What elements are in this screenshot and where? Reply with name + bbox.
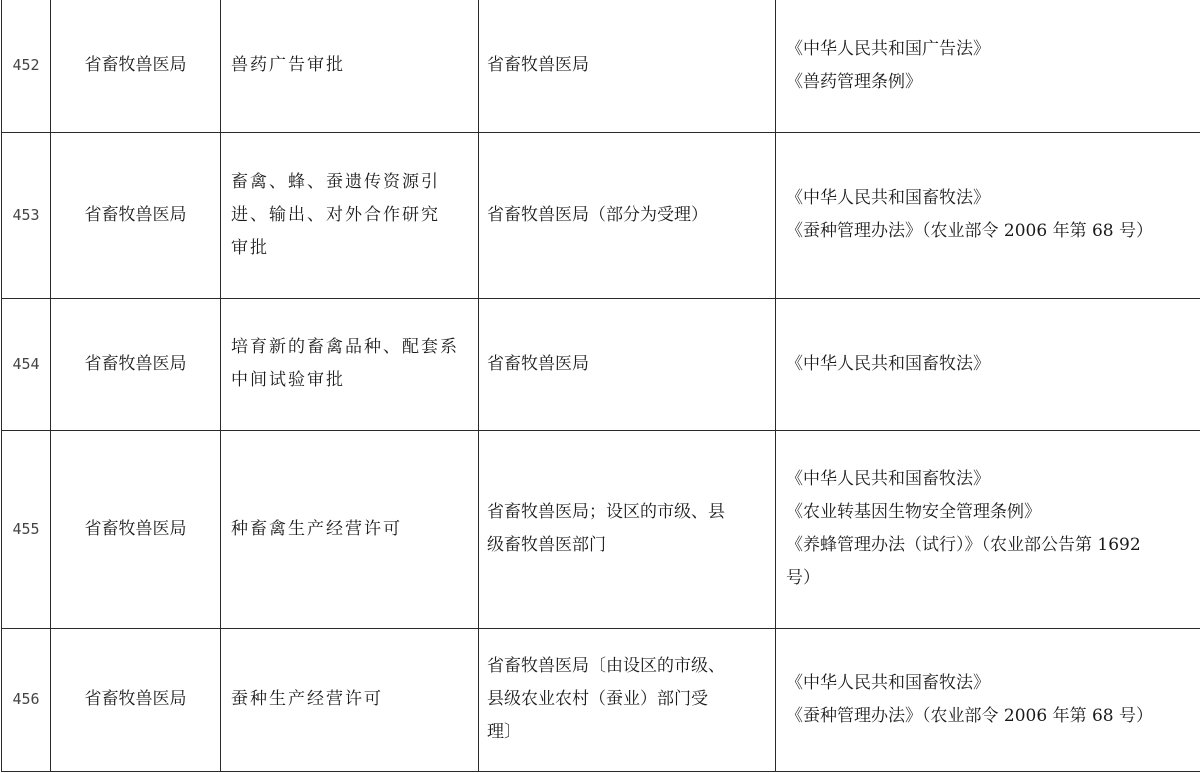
implementer-line: 省畜牧兽医局	[487, 55, 589, 76]
implementer-cell	[479, 628, 776, 771]
approval-items-table	[1, 0, 1200, 772]
item-line: 中间试验审批	[231, 370, 345, 390]
item-cell	[221, 628, 479, 771]
implementer-line: 省畜牧兽医局（部分为受理）	[487, 204, 708, 225]
item-cell	[221, 430, 479, 628]
item-cell	[221, 298, 479, 430]
legal-basis-line: 《养蜂管理办法（试行）》（农业部公告第 1692	[786, 535, 1141, 555]
implementer-line: 省畜牧兽医局；设区的市级、县	[487, 502, 725, 522]
legal-basis-line: 《中华人民共和国畜牧法》	[786, 188, 990, 208]
table-row	[2, 298, 1200, 430]
implementer-cell	[479, 298, 776, 430]
department-cell: 省畜牧兽医局	[51, 628, 221, 771]
table-row	[2, 0, 1200, 132]
row-number: 453	[2, 132, 51, 298]
implementer-cell	[479, 430, 776, 628]
item-line: 进、输出、对外合作研究	[231, 204, 440, 225]
row-number: 452	[2, 0, 51, 132]
legal-basis-cell	[776, 0, 1200, 132]
legal-basis-cell	[776, 628, 1200, 771]
department-cell: 省畜牧兽医局	[51, 132, 221, 298]
department-cell: 省畜牧兽医局	[51, 298, 221, 430]
legal-basis-line: 《蚕种管理办法》（农业部令 2006 年第 68 号）	[786, 705, 1154, 726]
item-line: 畜禽、蜂、蚕遗传资源引	[231, 171, 440, 192]
item-line: 培育新的畜禽品种、配套系	[231, 337, 459, 357]
item-cell	[221, 132, 479, 298]
table-row	[2, 132, 1200, 298]
row-number: 454	[2, 298, 51, 430]
item-line: 审批	[231, 237, 269, 258]
implementer-line: 省畜牧兽医局	[487, 353, 589, 374]
legal-basis-line: 《中华人民共和国畜牧法》	[786, 469, 990, 489]
table-row	[2, 430, 1200, 628]
legal-basis-line: 《兽药管理条例》	[786, 71, 922, 92]
legal-basis-cell	[776, 430, 1200, 628]
legal-basis-line: 《蚕种管理办法》（农业部令 2006 年第 68 号）	[786, 221, 1154, 241]
row-number: 455	[2, 430, 51, 628]
table-row	[2, 628, 1200, 771]
legal-basis-line: 《中华人民共和国广告法》	[786, 38, 990, 59]
implementer-line: 省畜牧兽医局〔由设区的市级、	[487, 656, 725, 676]
implementer-cell	[479, 0, 776, 132]
legal-basis-line: 《农业转基因生物安全管理条例》	[786, 502, 1041, 522]
item-line: 兽药广告审批	[231, 55, 345, 76]
item-line: 蚕种生产经营许可	[231, 689, 383, 709]
legal-basis-line: 《中华人民共和国畜牧法》	[786, 353, 990, 374]
legal-basis-line: 《中华人民共和国畜牧法》	[786, 672, 990, 693]
legal-basis-cell	[776, 132, 1200, 298]
legal-basis-line: 号）	[786, 568, 820, 588]
item-line: 种畜禽生产经营许可	[231, 518, 402, 539]
legal-basis-cell	[776, 298, 1200, 430]
department-cell: 省畜牧兽医局	[51, 0, 221, 132]
department-cell: 省畜牧兽医局	[51, 430, 221, 628]
implementer-line: 理〕	[487, 722, 521, 742]
item-cell	[221, 0, 479, 132]
implementer-line: 县级农业农村（蚕业）部门受	[487, 689, 708, 709]
row-number: 456	[2, 628, 51, 771]
implementer-cell	[479, 132, 776, 298]
implementer-line: 级畜牧兽医部门	[487, 535, 606, 555]
